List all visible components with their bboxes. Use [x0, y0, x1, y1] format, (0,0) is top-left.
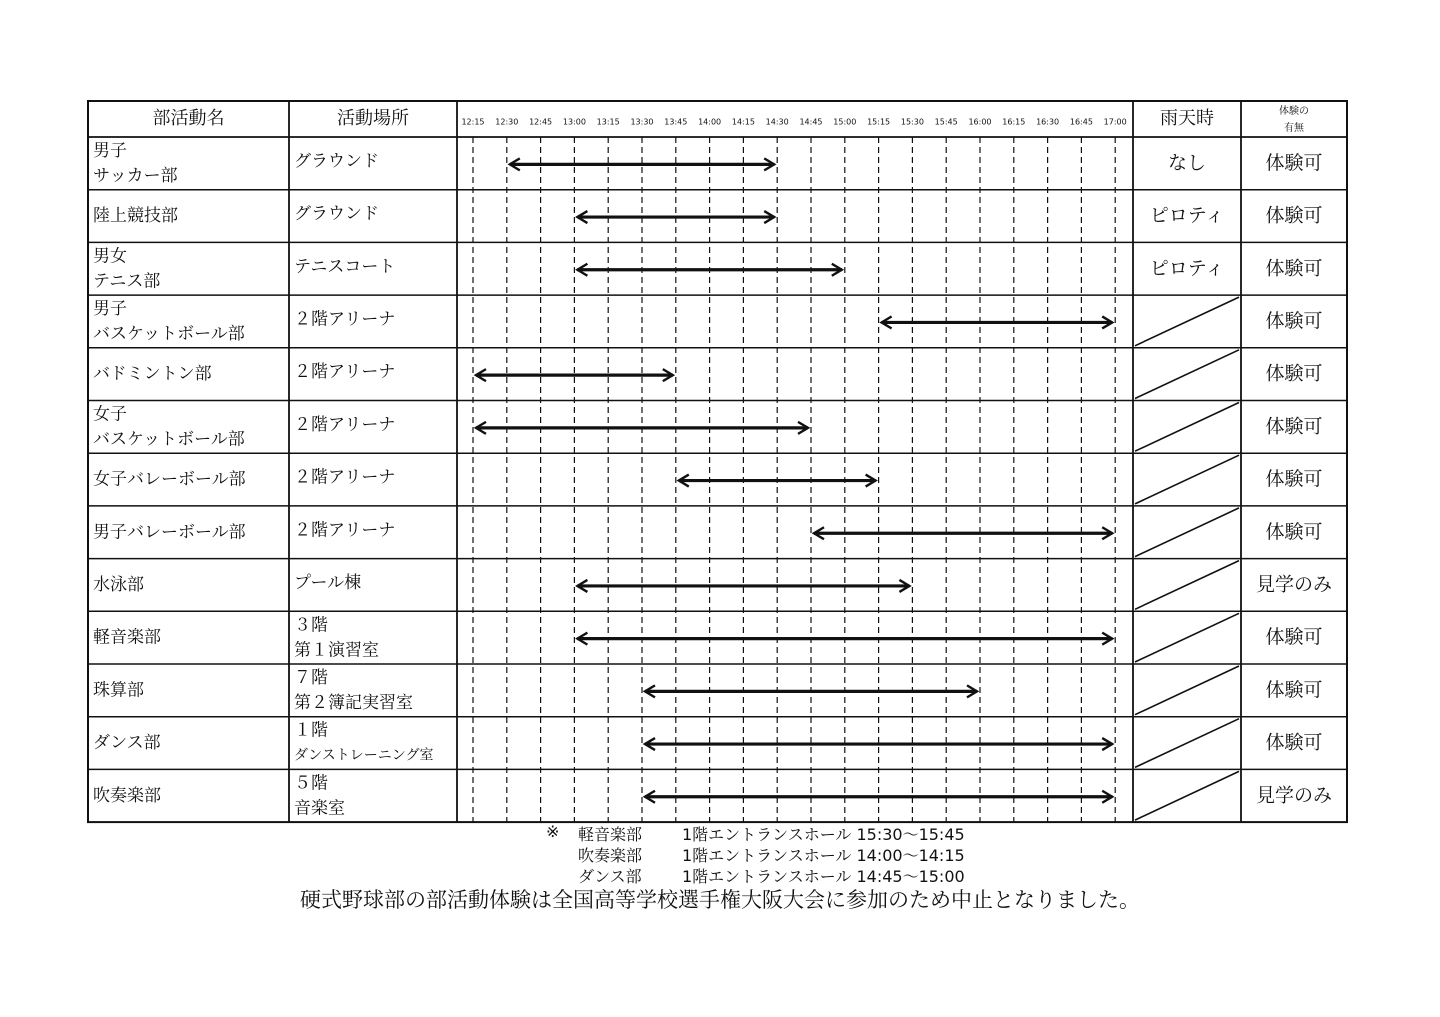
trial-status: 体験可 [1265, 309, 1323, 332]
header-place: 活動場所 [337, 108, 409, 129]
note-mark: ※ [546, 822, 560, 841]
header-rain: 雨天時 [1160, 108, 1214, 129]
trial-status: 体験可 [1265, 151, 1323, 174]
club-name: 女子バレーボール部 [93, 469, 246, 490]
trial-status: 体験可 [1265, 626, 1323, 649]
time-tick-label: 12:30 [495, 117, 519, 127]
place-name: ２階アリーナ [294, 414, 396, 435]
club-name: 吹奏楽部 [93, 785, 161, 806]
rain-plan: ピロティ [1149, 204, 1225, 227]
rain-na-slash [1135, 508, 1239, 557]
club-name: テニス部 [93, 271, 161, 292]
club-name: バスケットボール部 [93, 324, 245, 345]
place-name: 音楽室 [294, 798, 345, 819]
time-tick-label: 15:15 [867, 117, 891, 127]
place-name: ３階 [294, 615, 328, 636]
place-name: グラウンド [294, 151, 379, 172]
time-tick-label: 14:30 [765, 117, 789, 127]
trial-status: 体験可 [1265, 362, 1323, 385]
trial-status: 体験可 [1265, 678, 1323, 701]
trial-status: 体験可 [1265, 415, 1323, 438]
rain-na-slash [1135, 403, 1239, 452]
club-name: 陸上競技部 [93, 206, 178, 227]
header-trial: 有無 [1284, 123, 1304, 134]
place-name: ７階 [294, 668, 328, 688]
rain-na-slash [1135, 297, 1239, 346]
time-tick-label: 14:45 [799, 117, 823, 127]
place-name: ５階 [294, 773, 328, 794]
rain-na-slash [1135, 455, 1239, 504]
time-tick-label: 13:00 [562, 117, 586, 127]
place-name: テニスコート [294, 256, 396, 277]
header-club: 部活動名 [152, 108, 225, 129]
time-tick-label: 15:30 [900, 117, 924, 127]
place-name: ２階アリーナ [294, 467, 396, 488]
note-club: 吹奏楽部 [578, 846, 643, 865]
rain-na-slash [1135, 666, 1239, 715]
note-club: ダンス部 [578, 867, 642, 886]
time-tick-label: 12:15 [461, 117, 485, 127]
trial-status: 見学のみ [1255, 573, 1333, 596]
trial-status: 体験可 [1265, 731, 1323, 754]
place-name: 第２簿記実習室 [294, 693, 413, 713]
trial-status: 体験可 [1265, 468, 1323, 491]
time-tick-label: 13:45 [664, 117, 688, 127]
club-name: ダンス部 [93, 733, 161, 754]
rain-na-slash [1135, 350, 1239, 399]
note-club: 軽音楽部 [578, 825, 643, 844]
place-name: ダンストレーニング室 [294, 747, 434, 764]
rain-na-slash [1135, 719, 1239, 768]
place-name: プール棟 [294, 572, 362, 593]
note-info: 1階エントランスホール 14:00～14:15 [682, 846, 965, 865]
place-name: ２階アリーナ [294, 309, 396, 330]
club-name: 男子 [93, 141, 127, 161]
place-name: １階 [294, 720, 328, 741]
club-name: 水泳部 [93, 574, 144, 595]
time-tick-label: 16:30 [1036, 117, 1060, 127]
time-tick-label: 16:15 [1002, 117, 1026, 127]
club-name: 男子バレーボール部 [93, 522, 246, 543]
trial-status: 体験可 [1265, 520, 1323, 543]
time-tick-label: 14:00 [698, 117, 722, 127]
club-name: 女子 [93, 404, 127, 425]
rain-na-slash [1135, 771, 1239, 820]
time-tick-label: 17:00 [1103, 117, 1127, 127]
time-tick-label: 12:45 [529, 117, 553, 127]
note-info: 1階エントランスホール 14:45～15:00 [682, 867, 965, 886]
time-tick-label: 16:45 [1069, 117, 1093, 127]
place-name: ２階アリーナ [294, 362, 396, 383]
time-tick-label: 13:15 [596, 117, 620, 127]
time-tick-label: 15:45 [934, 117, 958, 127]
club-name: バドミントン部 [93, 364, 212, 385]
trial-status: 体験可 [1265, 257, 1323, 280]
rain-na-slash [1135, 613, 1239, 662]
footer-note: 硬式野球部の部活動体験は全国高等学校選手権大阪大会に参加のため中止となりました。 [300, 888, 1140, 912]
place-name: グラウンド [294, 204, 379, 225]
place-name: ２階アリーナ [294, 520, 396, 541]
time-tick-label: 14:15 [731, 117, 755, 127]
club-name: 男女 [93, 246, 127, 267]
club-name: バスケットボール部 [93, 429, 245, 450]
time-tick-label: 16:00 [968, 117, 992, 127]
time-tick-label: 13:30 [630, 117, 654, 127]
note-info: 1階エントランスホール 15:30～15:45 [682, 825, 965, 844]
rain-plan: ピロティ [1149, 257, 1225, 280]
club-name: 珠算部 [93, 680, 144, 701]
club-name: 軽音楽部 [93, 627, 161, 648]
header-trial: 体験の [1279, 106, 1309, 117]
rain-na-slash [1135, 561, 1239, 610]
club-name: サッカー部 [93, 166, 178, 186]
rain-plan: なし [1167, 151, 1207, 174]
time-tick-label: 15:00 [833, 117, 857, 127]
place-name: 第１演習室 [294, 640, 379, 661]
club-name: 男子 [93, 299, 127, 320]
trial-status: 見学のみ [1255, 784, 1333, 807]
trial-status: 体験可 [1265, 204, 1323, 227]
